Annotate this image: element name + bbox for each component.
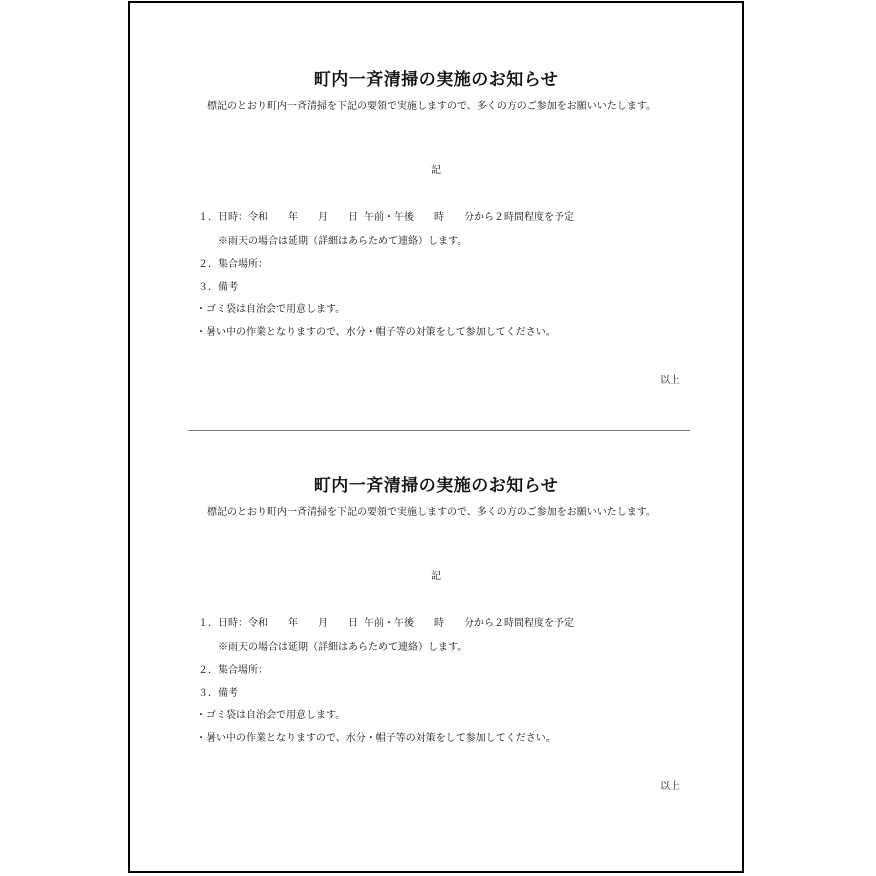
closing-ijo: 以上 [660, 781, 680, 792]
date-suffix: 分から２時間程度を予定 [464, 212, 574, 223]
ki-marker: 記 [431, 165, 441, 176]
date-day: 日 [348, 212, 358, 223]
date-hour: 時 [434, 212, 444, 223]
item-date-time [198, 614, 574, 629]
item-place: ２．集合場所： [198, 259, 268, 270]
rain-note: ※雨天の場合は延期（詳細はあらためて連絡）します。 [218, 236, 468, 247]
item-date-time [198, 208, 574, 223]
date-year: 年 [288, 618, 298, 629]
notice-upper [130, 3, 742, 403]
rain-note: ※雨天の場合は延期（詳細はあらためて連絡）します。 [218, 642, 468, 653]
date-prefix: １．日時：令和 [198, 618, 268, 629]
date-ampm: 午前・午後 [364, 212, 414, 223]
intro-paragraph: 標記のとおり町内一斉清掃を下記の要領で実施しますので、多くの方のご参加をお願いいたします。 [207, 507, 656, 518]
remark-bullet-bags: ・ゴミ袋は自治会で用意します。 [196, 710, 346, 721]
intro-paragraph: 標記のとおり町内一斉清掃を下記の要領で実施しますので、多くの方のご参加をお願いいたします。 [207, 101, 656, 112]
remark-bullet-bags: ・ゴミ袋は自治会で用意します。 [196, 304, 346, 315]
closing-ijo: 以上 [660, 375, 680, 386]
date-hour: 時 [434, 618, 444, 629]
date-year: 年 [288, 212, 298, 223]
date-suffix: 分から２時間程度を予定 [464, 618, 574, 629]
item-remarks: ３．備考 [198, 282, 238, 293]
document-page [128, 1, 744, 873]
ki-marker: 記 [431, 571, 441, 582]
notice-title: 町内一斉清掃の実施のお知らせ [313, 476, 559, 496]
date-ampm: 午前・午後 [364, 618, 414, 629]
remark-bullet-heat: ・暑い中の作業となりますので、水分・帽子等の対策をして参加してください。 [196, 327, 556, 338]
item-remarks: ３．備考 [198, 688, 238, 699]
date-month: 月 [318, 212, 328, 223]
notice-lower [130, 409, 742, 809]
item-place: ２．集合場所： [198, 665, 268, 676]
notice-title: 町内一斉清掃の実施のお知らせ [313, 70, 559, 90]
remark-bullet-heat: ・暑い中の作業となりますので、水分・帽子等の対策をして参加してください。 [196, 733, 556, 744]
date-day: 日 [348, 618, 358, 629]
date-month: 月 [318, 618, 328, 629]
date-prefix: １．日時：令和 [198, 212, 268, 223]
